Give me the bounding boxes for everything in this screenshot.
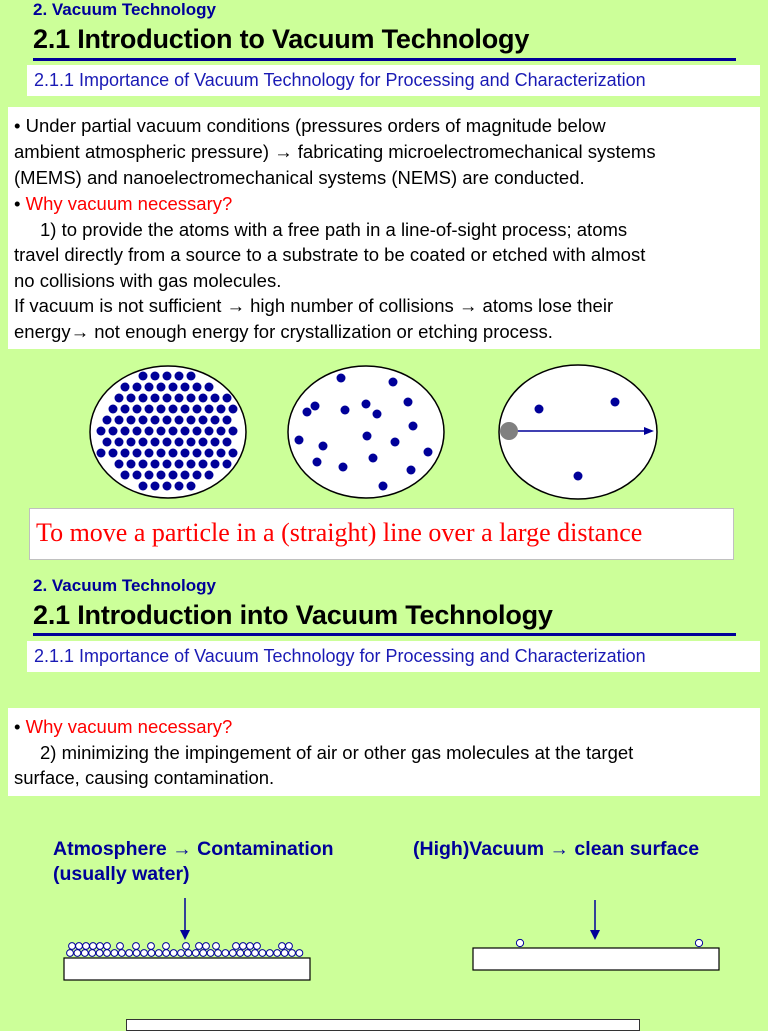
body-line: • Under partial vacuum conditions (pressures orders of magnitude below — [14, 115, 606, 136]
water-molecule — [296, 950, 303, 957]
gas-particle — [121, 471, 130, 480]
water-molecule — [207, 950, 214, 957]
body-text-box-2 — [8, 708, 760, 796]
water-molecule — [244, 950, 251, 957]
gas-particle — [139, 482, 148, 491]
water-molecule — [74, 950, 81, 957]
gas-particle — [97, 449, 106, 458]
water-molecule — [286, 943, 293, 950]
vacuum-diagram — [494, 362, 664, 502]
water-molecule — [133, 943, 140, 950]
gas-particle — [121, 449, 130, 458]
medium-gas-diagram — [283, 362, 453, 502]
dense-gas-diagram — [85, 362, 255, 502]
water-molecule — [252, 950, 259, 957]
gas-particle — [97, 427, 106, 436]
gas-particle — [187, 416, 196, 425]
water-molecule — [229, 950, 236, 957]
gas-particle — [205, 405, 214, 414]
water-molecule — [148, 950, 155, 957]
gas-particle — [151, 372, 160, 381]
gas-particle — [151, 460, 160, 469]
body-line: travel directly from a source to a substrate to be coated or etched with almost — [14, 244, 646, 265]
gas-particle — [175, 416, 184, 425]
gas-particle — [169, 405, 178, 414]
gas-particle — [187, 372, 196, 381]
water-molecule — [155, 950, 162, 957]
gas-particle — [139, 460, 148, 469]
slide-title: 2.1 Introduction to Vacuum Technology — [33, 24, 530, 54]
gas-particle — [187, 394, 196, 403]
water-molecule — [89, 950, 96, 957]
gas-particle — [199, 394, 208, 403]
water-molecule — [96, 950, 103, 957]
water-molecule — [163, 950, 170, 957]
water-molecule — [237, 950, 244, 957]
gas-particle — [139, 372, 148, 381]
why-label-2: Why vacuum necessary? — [25, 716, 233, 737]
slide-title-2: 2.1 Introduction into Vacuum Technology — [33, 600, 553, 630]
body-line: no collisions with gas molecules. — [14, 270, 282, 291]
gas-particle — [211, 416, 220, 425]
gas-particle — [193, 471, 202, 480]
gas-particle — [181, 471, 190, 480]
gas-particle — [145, 449, 154, 458]
body-line-why — [14, 193, 232, 215]
gas-particle — [115, 460, 124, 469]
gas-particle — [157, 383, 166, 392]
gas-particle — [163, 372, 172, 381]
gas-particle — [169, 383, 178, 392]
vacuum-label: (High)Vacuum → clean surface — [413, 838, 700, 860]
gas-particle — [181, 383, 190, 392]
gas-particle — [163, 482, 172, 491]
gas-particle — [205, 383, 214, 392]
water-molecule — [178, 950, 185, 957]
gas-particle — [145, 405, 154, 414]
gas-particle — [211, 460, 220, 469]
gas-particle — [229, 449, 238, 458]
gas-particle — [199, 460, 208, 469]
next-box-edge — [126, 1019, 640, 1031]
atmosphere-sublabel: (usually water) — [53, 863, 190, 885]
water-molecule — [200, 950, 207, 957]
body-line: ambient atmospheric pressure) → fabricating microelectromechanical systems — [14, 141, 656, 162]
gas-particle — [115, 394, 124, 403]
gas-particle — [151, 416, 160, 425]
banner-text: To move a particle in a (straight) line over a large distance — [36, 518, 643, 547]
gas-particle — [187, 460, 196, 469]
water-molecule — [259, 950, 266, 957]
water-molecule — [118, 950, 125, 957]
gas-particle — [109, 405, 118, 414]
gas-particle — [199, 438, 208, 447]
water-molecule — [183, 943, 190, 950]
title-underline — [33, 58, 736, 61]
water-molecule — [192, 950, 199, 957]
gas-particle — [109, 449, 118, 458]
gas-particle — [223, 438, 232, 447]
water-molecule — [196, 943, 203, 950]
gas-particle — [193, 383, 202, 392]
subtitle-box — [27, 65, 760, 96]
bullet: • — [14, 716, 26, 737]
water-molecule — [148, 943, 155, 950]
gas-particle — [127, 438, 136, 447]
gas-particle — [199, 416, 208, 425]
water-molecule — [67, 950, 74, 957]
water-molecule — [76, 943, 83, 950]
body-line: If vacuum is not sufficient → high number of collisions → atoms lose their — [14, 295, 614, 316]
gas-particle — [103, 438, 112, 447]
gas-particle — [139, 394, 148, 403]
gas-particle — [217, 449, 226, 458]
gas-particle — [217, 405, 226, 414]
water-molecule — [111, 950, 118, 957]
why-label: Why vacuum necessary? — [25, 193, 233, 214]
water-molecule — [213, 943, 220, 950]
water-molecule — [163, 943, 170, 950]
gas-particle — [139, 438, 148, 447]
gas-particle — [121, 427, 130, 436]
water-molecule — [203, 943, 210, 950]
gas-particle — [109, 427, 118, 436]
subtitle-text-2: 2.1.1 Importance of Vacuum Technology for Processing and Characterization — [34, 646, 646, 666]
gas-particle — [169, 471, 178, 480]
subtitle-box-2 — [27, 641, 760, 672]
gas-particle — [211, 438, 220, 447]
gas-particle — [181, 449, 190, 458]
atmosphere-label: Atmosphere → Contamination — [53, 838, 334, 860]
gas-particle — [133, 405, 142, 414]
gas-particle — [115, 416, 124, 425]
gas-particle — [181, 427, 190, 436]
water-molecule — [69, 943, 76, 950]
bullet: • — [14, 193, 26, 214]
gas-particle — [127, 460, 136, 469]
gas-particle — [145, 383, 154, 392]
contaminated-surface-diagram — [58, 890, 318, 985]
gas-particle — [175, 482, 184, 491]
gas-particle — [193, 405, 202, 414]
gas-particle — [157, 427, 166, 436]
gas-particle — [223, 394, 232, 403]
gas-particle — [223, 416, 232, 425]
water-molecule — [254, 943, 261, 950]
gas-particle — [121, 405, 130, 414]
gas-particle — [181, 405, 190, 414]
water-molecule — [281, 950, 288, 957]
gas-particle — [163, 416, 172, 425]
gas-particle — [151, 438, 160, 447]
body-text-box — [8, 107, 760, 349]
gas-particle — [193, 427, 202, 436]
gas-particle — [187, 482, 196, 491]
gas-particle — [127, 416, 136, 425]
body-line: 2) minimizing the impingement of air or other gas molecules at the target — [40, 742, 634, 763]
clean-surface-diagram — [468, 890, 728, 985]
body-line: (MEMS) and nanoelectromechanical systems (NEMS) are conducted. — [14, 167, 585, 188]
gas-particle — [145, 427, 154, 436]
body-line-why-2 — [14, 716, 232, 738]
gas-particle — [157, 405, 166, 414]
gas-particle — [133, 471, 142, 480]
gas-particle — [205, 471, 214, 480]
gas-particle — [121, 383, 130, 392]
gas-particle — [229, 427, 238, 436]
gas-particle — [211, 394, 220, 403]
gas-particle — [175, 460, 184, 469]
water-molecule — [117, 943, 124, 950]
chapter-heading: 2. Vacuum Technology — [33, 0, 216, 19]
gas-particle — [205, 427, 214, 436]
water-molecule — [81, 950, 88, 957]
water-molecule — [279, 943, 286, 950]
water-molecule — [141, 950, 148, 957]
gas-particle — [175, 438, 184, 447]
water-molecule — [97, 943, 104, 950]
water-molecule — [289, 950, 296, 957]
water-molecule — [133, 950, 140, 957]
water-molecule — [274, 950, 281, 957]
gas-particle — [187, 438, 196, 447]
gas-particle — [157, 471, 166, 480]
water-molecule — [104, 943, 111, 950]
conclusion-banner — [29, 508, 734, 560]
gas-particle — [115, 438, 124, 447]
gas-particle — [217, 427, 226, 436]
gas-particle — [175, 372, 184, 381]
water-molecule — [233, 943, 240, 950]
title-underline-2 — [33, 633, 736, 636]
gas-particle — [163, 438, 172, 447]
water-molecule — [83, 943, 90, 950]
gas-particle — [139, 416, 148, 425]
water-molecule — [90, 943, 97, 950]
gas-particle — [193, 449, 202, 458]
water-molecule — [104, 950, 111, 957]
gas-particle — [133, 449, 142, 458]
gas-particle — [163, 460, 172, 469]
gas-particle — [103, 416, 112, 425]
gas-particle — [223, 460, 232, 469]
gas-particle — [133, 427, 142, 436]
gas-particle — [133, 383, 142, 392]
water-molecule — [266, 950, 273, 957]
water-molecule — [240, 943, 247, 950]
water-molecule — [215, 950, 222, 957]
gas-particle — [175, 394, 184, 403]
gas-particle — [205, 449, 214, 458]
gas-particle — [163, 394, 172, 403]
body-line: 1) to provide the atoms with a free path in a line-of-sight process; atoms — [40, 219, 628, 240]
gas-particle — [145, 471, 154, 480]
gas-particle — [169, 427, 178, 436]
body-line: energy→ not enough energy for crystallization or etching process. — [14, 321, 553, 342]
gas-particle — [169, 449, 178, 458]
water-molecule — [247, 943, 254, 950]
gas-particle — [229, 405, 238, 414]
water-molecule — [222, 950, 229, 957]
water-molecule — [126, 950, 133, 957]
gas-particle — [151, 482, 160, 491]
water-molecule — [185, 950, 192, 957]
gas-particle — [157, 449, 166, 458]
gas-particle — [151, 394, 160, 403]
gas-particle — [127, 394, 136, 403]
water-molecule — [170, 950, 177, 957]
body-line: surface, causing contamination. — [14, 767, 275, 788]
chapter-heading-2: 2. Vacuum Technology — [33, 576, 216, 595]
subtitle-text: 2.1.1 Importance of Vacuum Technology for Processing and Characterization — [34, 70, 646, 90]
